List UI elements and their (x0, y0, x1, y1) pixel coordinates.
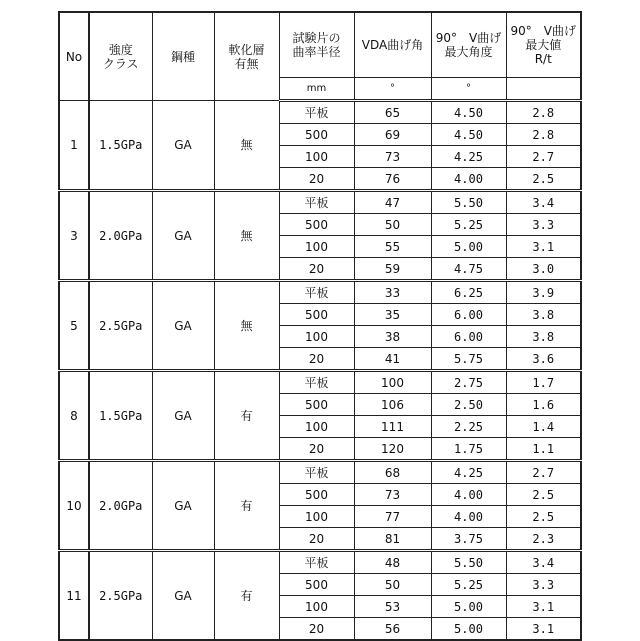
cell-rt: 1.7 (506, 371, 581, 394)
cell-angle: 4.25 (431, 461, 506, 484)
header-strength-class (89, 12, 152, 101)
cell-rt: 3.1 (506, 618, 581, 641)
table-row (59, 191, 581, 214)
cell-no: 3 (59, 191, 89, 281)
cell-angle: 2.25 (431, 416, 506, 438)
cell-vda: 81 (354, 528, 431, 551)
cell-radius: 500 (279, 484, 354, 506)
cell-angle: 4.75 (431, 258, 506, 281)
cell-rt: 3.3 (506, 574, 581, 596)
header-v90-max-rt-line3: R/t (507, 52, 581, 66)
cell-vda: 50 (354, 214, 431, 236)
cell-angle: 5.00 (431, 596, 506, 618)
bending-results-table (58, 11, 582, 641)
header-radius-line1: 試験片の (280, 31, 354, 45)
cell-vda: 73 (354, 146, 431, 168)
cell-no: 11 (59, 551, 89, 641)
cell-steel: GA (152, 281, 214, 371)
cell-vda: 50 (354, 574, 431, 596)
cell-rt: 3.4 (506, 191, 581, 214)
cell-strength: 2.5GPa (89, 281, 152, 371)
cell-vda: 56 (354, 618, 431, 641)
cell-vda: 38 (354, 326, 431, 348)
cell-rt: 1.6 (506, 394, 581, 416)
cell-angle: 6.25 (431, 281, 506, 304)
table-row (59, 371, 581, 394)
cell-radius: 20 (279, 618, 354, 641)
cell-vda: 35 (354, 304, 431, 326)
header-softened-layer (214, 12, 279, 101)
unit-v90-max-angle: ° (431, 78, 506, 101)
header-v90-max-angle-line2: 最大角度 (432, 45, 506, 59)
cell-softened: 無 (214, 101, 279, 191)
cell-rt: 3.8 (506, 326, 581, 348)
cell-angle: 5.50 (431, 191, 506, 214)
cell-rt: 1.4 (506, 416, 581, 438)
cell-angle: 3.75 (431, 528, 506, 551)
cell-vda: 106 (354, 394, 431, 416)
cell-vda: 65 (354, 101, 431, 124)
header-softened-layer-line1: 軟化層 (215, 43, 279, 57)
cell-rt: 3.1 (506, 236, 581, 258)
header-steel-type: 鋼種 (152, 12, 214, 101)
cell-radius: 平板 (279, 371, 354, 394)
cell-radius: 平板 (279, 551, 354, 574)
cell-radius: 平板 (279, 281, 354, 304)
cell-steel: GA (152, 191, 214, 281)
cell-rt: 2.3 (506, 528, 581, 551)
header-v90-max-rt-line2: 最大値 (507, 38, 581, 52)
cell-angle: 5.00 (431, 618, 506, 641)
cell-vda: 55 (354, 236, 431, 258)
cell-angle: 4.50 (431, 124, 506, 146)
cell-rt: 3.9 (506, 281, 581, 304)
cell-vda: 77 (354, 506, 431, 528)
cell-radius: 20 (279, 438, 354, 461)
cell-steel: GA (152, 461, 214, 551)
cell-angle: 4.25 (431, 146, 506, 168)
cell-angle: 5.50 (431, 551, 506, 574)
header-strength-class-line1: 強度 (90, 43, 152, 57)
table-body (59, 101, 581, 641)
cell-angle: 4.00 (431, 484, 506, 506)
cell-strength: 2.5GPa (89, 551, 152, 641)
cell-radius: 100 (279, 506, 354, 528)
table-row (59, 551, 581, 574)
cell-softened: 無 (214, 191, 279, 281)
cell-radius: 500 (279, 214, 354, 236)
cell-radius: 20 (279, 168, 354, 191)
cell-vda: 47 (354, 191, 431, 214)
cell-vda: 68 (354, 461, 431, 484)
cell-angle: 5.25 (431, 574, 506, 596)
cell-steel: GA (152, 101, 214, 191)
header-radius (279, 12, 354, 78)
cell-radius: 100 (279, 146, 354, 168)
cell-radius: 100 (279, 596, 354, 618)
header-softened-layer-line2: 有無 (215, 57, 279, 71)
cell-vda: 69 (354, 124, 431, 146)
cell-rt: 2.8 (506, 101, 581, 124)
cell-vda: 73 (354, 484, 431, 506)
cell-strength: 2.0GPa (89, 461, 152, 551)
cell-angle: 2.75 (431, 371, 506, 394)
cell-rt: 2.7 (506, 461, 581, 484)
header-radius-line2: 曲率半径 (280, 45, 354, 59)
header-vda-angle: VDA曲げ角 (354, 12, 431, 78)
cell-angle: 1.75 (431, 438, 506, 461)
cell-angle: 5.00 (431, 236, 506, 258)
cell-radius: 平板 (279, 191, 354, 214)
cell-no: 1 (59, 101, 89, 191)
header-v90-max-angle-line1: 90° V曲げ (432, 31, 506, 45)
cell-rt: 2.5 (506, 506, 581, 528)
cell-angle: 6.00 (431, 304, 506, 326)
cell-angle: 6.00 (431, 326, 506, 348)
cell-vda: 100 (354, 371, 431, 394)
cell-no: 5 (59, 281, 89, 371)
cell-softened: 有 (214, 371, 279, 461)
cell-angle: 5.25 (431, 214, 506, 236)
unit-radius: mm (279, 78, 354, 101)
cell-rt: 1.1 (506, 438, 581, 461)
cell-no: 8 (59, 371, 89, 461)
cell-softened: 有 (214, 461, 279, 551)
cell-rt: 2.5 (506, 168, 581, 191)
cell-radius: 100 (279, 236, 354, 258)
cell-rt: 2.8 (506, 124, 581, 146)
cell-radius: 100 (279, 326, 354, 348)
cell-vda: 76 (354, 168, 431, 191)
cell-vda: 111 (354, 416, 431, 438)
table-row (59, 461, 581, 484)
cell-strength: 2.0GPa (89, 191, 152, 281)
cell-rt: 2.7 (506, 146, 581, 168)
cell-softened: 有 (214, 551, 279, 641)
header-row (59, 12, 581, 78)
cell-vda: 41 (354, 348, 431, 371)
cell-radius: 平板 (279, 461, 354, 484)
cell-no: 10 (59, 461, 89, 551)
header-no: No (59, 12, 89, 101)
header-v90-max-rt (506, 12, 581, 78)
cell-angle: 4.00 (431, 168, 506, 191)
cell-rt: 3.3 (506, 214, 581, 236)
cell-angle: 5.75 (431, 348, 506, 371)
cell-rt: 3.0 (506, 258, 581, 281)
header-strength-class-line2: クラス (90, 57, 152, 71)
cell-angle: 4.50 (431, 101, 506, 124)
header-v90-max-rt-line1: 90° V曲げ (507, 24, 581, 38)
cell-steel: GA (152, 551, 214, 641)
cell-softened: 無 (214, 281, 279, 371)
table-row (59, 101, 581, 124)
cell-radius: 20 (279, 528, 354, 551)
cell-vda: 48 (354, 551, 431, 574)
unit-vda-angle: ° (354, 78, 431, 101)
cell-rt: 3.6 (506, 348, 581, 371)
cell-vda: 59 (354, 258, 431, 281)
cell-radius: 平板 (279, 101, 354, 124)
cell-angle: 4.00 (431, 506, 506, 528)
cell-angle: 2.50 (431, 394, 506, 416)
cell-strength: 1.5GPa (89, 101, 152, 191)
cell-radius: 500 (279, 394, 354, 416)
cell-vda: 33 (354, 281, 431, 304)
cell-vda: 120 (354, 438, 431, 461)
cell-radius: 20 (279, 258, 354, 281)
cell-radius: 500 (279, 574, 354, 596)
unit-v90-max-rt (506, 78, 581, 101)
cell-radius: 20 (279, 348, 354, 371)
cell-rt: 2.5 (506, 484, 581, 506)
cell-rt: 3.1 (506, 596, 581, 618)
cell-vda: 53 (354, 596, 431, 618)
cell-radius: 500 (279, 124, 354, 146)
cell-rt: 3.4 (506, 551, 581, 574)
table-row (59, 281, 581, 304)
header-v90-max-angle (431, 12, 506, 78)
cell-steel: GA (152, 371, 214, 461)
cell-rt: 3.8 (506, 304, 581, 326)
cell-radius: 100 (279, 416, 354, 438)
cell-radius: 500 (279, 304, 354, 326)
cell-strength: 1.5GPa (89, 371, 152, 461)
